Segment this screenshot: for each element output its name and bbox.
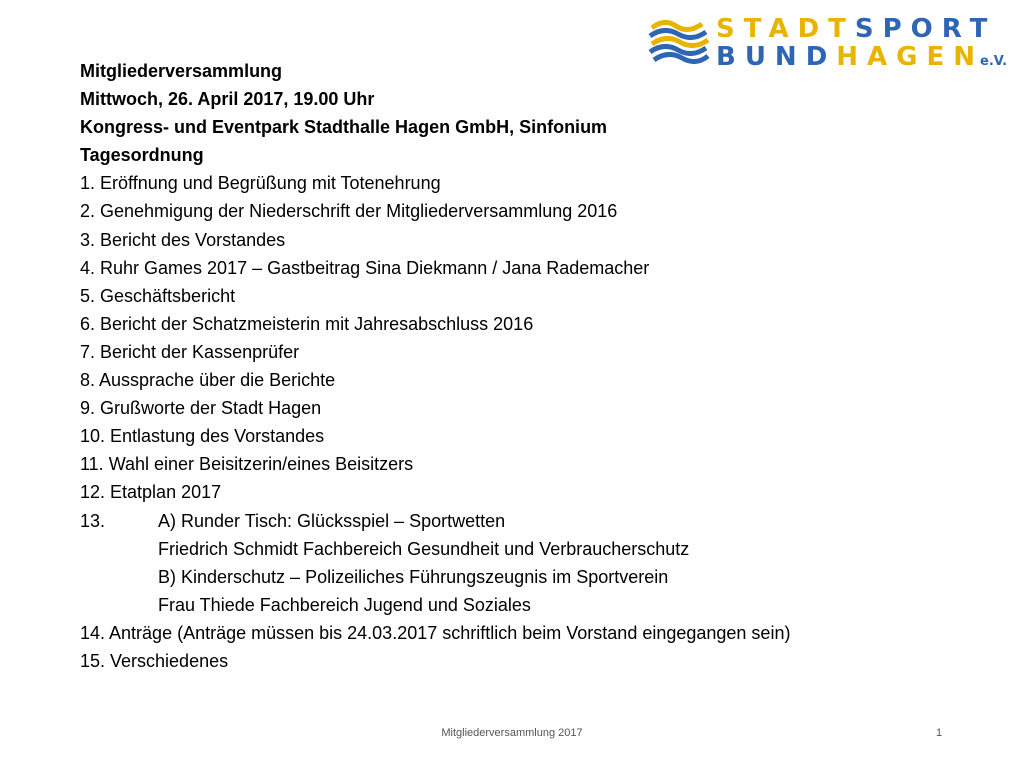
agenda-title: Tagesordnung xyxy=(80,145,204,166)
agenda-item-3: 3. Bericht des Vorstandes xyxy=(80,229,286,250)
meeting-title: Mitgliederversammlung xyxy=(80,61,283,81)
agenda-item-13a xyxy=(80,507,980,535)
agenda-item-15: 15. Verschiedenes xyxy=(80,650,229,671)
agenda-item-13b: B) Kinderschutz – Polizeiliches Führungszeugnis im Sportverein xyxy=(158,566,669,587)
agenda-item-4: 4. Ruhr Games 2017 – Gastbeitrag Sina Diekmann / Jana Rademacher xyxy=(80,257,650,278)
agenda-item-11: 11. Wahl einer Beisitzerin/eines Beisitzers xyxy=(80,454,414,475)
agenda-content xyxy=(80,57,980,675)
agenda-item-2: 2. Genehmigung der Niederschrift der Mitgliederversammlung 2016 xyxy=(80,201,618,222)
agenda-item-13a-detail: Friedrich Schmidt Fachbereich Gesundheit und Verbraucherschutz xyxy=(158,538,690,559)
logo-line-1: STADTSPORT xyxy=(716,14,997,44)
agenda-item-12: 12. Etatplan 2017 xyxy=(80,482,222,503)
logo-line-2: BUNDHAGENe.V. xyxy=(716,42,1008,72)
agenda-item-13b-detail: Frau Thiede Fachbereich Jugend und Soziales xyxy=(158,594,531,615)
agenda-item-6: 6. Bericht der Schatzmeisterin mit Jahresabschluss 2016 xyxy=(80,313,534,334)
meeting-date: Mittwoch, 26. April 2017, 19.00 Uhr xyxy=(80,89,375,110)
agenda-item-9: 9. Grußworte der Stadt Hagen xyxy=(80,398,322,419)
meeting-venue: Kongress- und Eventpark Stadthalle Hagen GmbH, Sinfonium xyxy=(80,117,608,138)
agenda-item-14: 14. Anträge (Anträge müssen bis 24.03.2017 schriftlich beim Vorstand eingegangen sein) xyxy=(80,622,791,643)
footer-title: Mitgliederversammlung 2017 xyxy=(441,727,583,739)
agenda-item-1: 1. Eröffnung und Begrüßung mit Totenehrung xyxy=(80,173,441,194)
agenda-item-7: 7. Bericht der Kassenprüfer xyxy=(80,341,300,362)
agenda-item-13-number: 13. xyxy=(80,510,106,531)
page-number: 1 xyxy=(936,727,943,739)
agenda-item-10: 10. Entlastung des Vorstandes xyxy=(80,426,325,447)
agenda-item-5: 5. Geschäftsbericht xyxy=(80,285,236,306)
agenda-item-13a-text: A) Runder Tisch: Glücksspiel – Sportwetten xyxy=(158,510,506,531)
agenda-item-8: 8. Aussprache über die Berichte xyxy=(80,370,336,391)
